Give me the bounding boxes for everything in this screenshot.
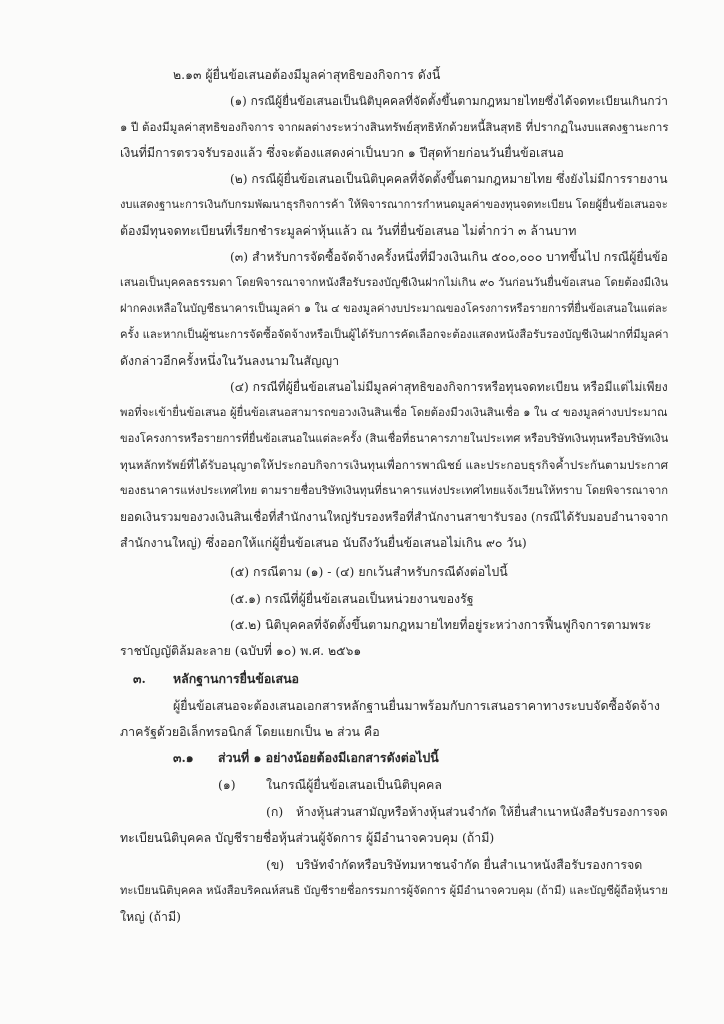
text-line: ครั้ง และหากเป็นผู้ชนะการจัดซื้อจัดจ้างหรือเป็นผู้ได้รับการคัดเลือกจะต้องแสดงหนังสือรับรองบัญชีเงินฝากที่มีมูลค่า	[120, 328, 669, 341]
text-line: ผู้ยื่นข้อเสนอจะต้องเสนอเอกสารหลักฐานยื่นมาพร้อมกับการเสนอราคาทางระบบจัดซื้อจัดจ้าง	[173, 698, 660, 713]
text-line: ๑ ปี ต้องมีมูลค่าสุทธิของกิจการ จากผลต่างระหว่างสินทรัพย์สุทธิหักด้วยหนี้สินสุทธิ ที่ปรากฏในงบแสดงฐานะการ	[120, 120, 669, 134]
text-line: ของโครงการหรือรายการที่ยื่นข้อเสนอในแต่ละครั้ง (สินเชื่อที่ธนาคารภายในประเทศ หรือบริษัทเงินทุนหรือบริษัทเงิน	[120, 432, 669, 445]
text-line: งบแสดงฐานะการเงินกับกรมพัฒนาธุรกิจการค้า ให้พิจารณาการกำหนดมูลค่าของทุนจดทะเบียน โดยผู้ยื่นข้อเสนอจะ	[120, 198, 668, 211]
text-line: เงินที่มีการตรวจรับรองแล้ว ซึ่งจะต้องแสดงค่าเป็นบวก ๑ ปีสุดท้ายก่อนวันยื่นข้อเสนอ	[120, 145, 564, 160]
text-line: (๑) กรณีผู้ยื่นข้อเสนอเป็นนิติบุคคลที่จัดตั้งขึ้นตามกฎหมายไทยซึ่งได้จดทะเบียนเกินกว่า	[230, 94, 668, 108]
item-number: (๑)	[218, 777, 236, 792]
text-line: ในกรณีผู้ยื่นข้อเสนอเป็นนิติบุคคล	[266, 777, 442, 792]
text-line: (๕.๑) กรณีที่ผู้ยื่นข้อเสนอเป็นหน่วยงานของรัฐ	[230, 591, 474, 606]
section-2-13-heading: ๒.๑๓ ผู้ยื่นข้อเสนอต้องมีมูลค่าสุทธิของกิจการ ดังนี้	[173, 67, 441, 82]
text-line: เสนอเป็นบุคคลธรรมดา โดยพิจารณาจากหนังสือรับรองบัญชีเงินฝากไม่เกิน ๙๐ วันก่อนวันยื่นข้อเสนอ โดยต้องมีเงิน	[120, 276, 669, 289]
section-3-1-heading: ส่วนที่ ๑ อย่างน้อยต้องมีเอกสารดังต่อไปนี้	[218, 750, 439, 765]
text-line: ยอดเงินรวมของวงเงินสินเชื่อที่สำนักงานใหญ่รับรองหรือที่สำนักงานสาขารับรอง (กรณีได้รับมอบอำนาจจาก	[120, 510, 669, 524]
section-3-heading: หลักฐานการยื่นข้อเสนอ	[173, 671, 299, 686]
text-line: พอที่จะเข้ายื่นข้อเสนอ ผู้ยื่นข้อเสนอสามารถขอวงเงินสินเชื่อ โดยต้องมีวงเงินสินเชื่อ ๑ ใน ๔ ของมูลค่างบประมาณ	[120, 406, 668, 419]
text-line: ภาครัฐด้วยอิเล็กทรอนิกส์ โดยแยกเป็น ๒ ส่วน คือ	[120, 724, 380, 739]
item-number: (ข)	[266, 857, 285, 872]
text-line: ดังกล่าวอีกครั้งหนึ่งในวันลงนามในสัญญา	[120, 353, 340, 368]
text-line: ต้องมีทุนจดทะเบียนที่เรียกชำระมูลค่าหุ้นแล้ว ณ วันที่ยื่นข้อเสนอ ไม่ต่ำกว่า ๓ ล้านบาท	[120, 223, 577, 238]
text-line: ทะเบียนนิติบุคคล บัญชีรายชื่อหุ้นส่วนผู้จัดการ ผู้มีอำนาจควบคุม (ถ้ามี)	[120, 830, 495, 845]
text-line: ทะเบียนนิติบุคคล หนังสือบริคณห์สนธิ บัญชีรายชื่อกรรมการผู้จัดการ ผู้มีอำนาจควบคุม (ถ้ามี) และบัญชีผู้ถือหุ้นราย	[120, 884, 668, 897]
section-3-1-number: ๓.๑	[173, 750, 194, 765]
section-3-number: ๓.	[133, 671, 146, 686]
text-line: ใหญ่ (ถ้ามี)	[120, 909, 182, 924]
text-line: ของธนาคารแห่งประเทศไทย ตามรายชื่อบริษัทเงินทุนที่ธนาคารแห่งประเทศไทยแจ้งเวียนให้ทราบ โดยพิจารณาจาก	[120, 484, 669, 497]
text-line: สำนักงานใหญ่) ซึ่งออกให้แก่ผู้ยื่นข้อเสนอ นับถึงวันยื่นข้อเสนอไม่เกิน ๙๐ วัน)	[120, 535, 527, 550]
text-line: (๕.๒) นิติบุคคลที่จัดตั้งขึ้นตามกฎหมายไทยที่อยู่ระหว่างการฟื้นฟูกิจการตามพระ	[230, 617, 652, 632]
text-line: (๕) กรณีตาม (๑) - (๔) ยกเว้นสำหรับกรณีดังต่อไปนี้	[230, 564, 508, 579]
text-line: ห้างหุ้นส่วนสามัญหรือห้างหุ้นส่วนจำกัด ให้ยื่นสำเนาหนังสือรับรองการจด	[296, 805, 668, 819]
text-line: (๔) กรณีที่ผู้ยื่นข้อเสนอไม่มีมูลค่าสุทธิของกิจการหรือทุนจดทะเบียน หรือมีแต่ไม่เพียง	[230, 380, 668, 394]
text-line: ฝากคงเหลือในบัญชีธนาคารเป็นมูลค่า ๑ ใน ๔ ของมูลค่างบประมาณของโครงการหรือรายการที่ยื่นข้อเสนอในแต่ละ	[120, 302, 668, 315]
item-number: (ก)	[266, 804, 284, 819]
text-line: บริษัทจำกัดหรือบริษัทมหาชนจำกัด ยื่นสำเนาหนังสือรับรองการจด	[296, 857, 643, 872]
text-line: (๒) กรณีผู้ยื่นข้อเสนอเป็นนิติบุคคลที่จัดตั้งขึ้นตามกฎหมายไทย ซึ่งยังไม่มีการรายงาน	[230, 172, 668, 186]
text-line: (๓) สำหรับการจัดซื้อจัดจ้างครั้งหนึ่งที่มีวงเงินเกิน ๕๐๐,๐๐๐ บาทขึ้นไป กรณีผู้ยื่นข้อ	[230, 250, 668, 264]
text-line: ทุนหลักทรัพย์ที่ได้รับอนุญาตให้ประกอบกิจการเงินทุนเพื่อการพาณิชย์ และประกอบธุรกิจค้ำประกันตามประกาศ	[120, 458, 669, 472]
text-line: ราชบัญญัติล้มละลาย (ฉบับที่ ๑๐) พ.ศ. ๒๕๖๑	[120, 643, 362, 658]
